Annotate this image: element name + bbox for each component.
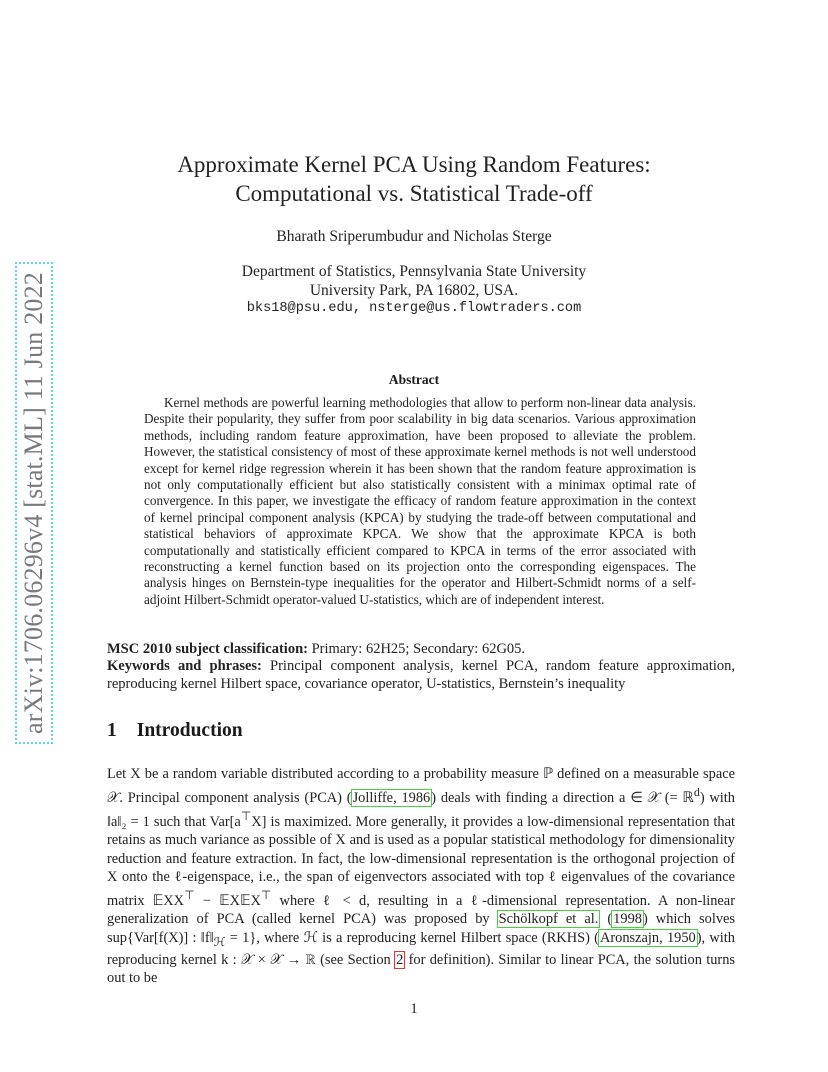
superscript: ⊤ — [240, 809, 252, 824]
superscript: ⊤ — [260, 888, 272, 903]
abstract-body: Kernel methods are powerful learning methodologies that allow to perform non-linear data analysis. Despite their popularity, they suffer from poor scalability in big data scenarios. Various approximation methods, including random feature approximation, have been proposed to alleviate the problem. However, the statistical consistency of most of these approximate kernel methods is not well understood except for kernel ridge regression wherein it has been shown that the random feature approximation is not only computationally efficient but also statistically consistent with a minimax optimal rate of convergence. In this paper, we investigate the efficacy of random feature approximation in the context of kernel principal component analysis (KPCA) by studying the trade-off between computational and statistical behaviors of approximate KPCA. We show that the approximate KPCA is both computationally and statistically efficient compared to KPCA in terms of the error associated with reconstructing a kernel function based on its projection onto the corresponding eigenspaces. The analysis hinges on Bernstein-type inequalities for the operator and Hilbert-Schmidt norms of a self-adjoint Hilbert-Schmidt operator-valued U-statistics, which are of independent interest. — [144, 395, 696, 607]
intro-text: ) deals with finding a direction a ∈ 𝒳 (= ℝ — [431, 790, 694, 807]
paper-title — [0, 150, 828, 208]
superscript: ⊤ — [184, 888, 195, 903]
introduction-paragraph — [107, 765, 735, 988]
title-line-1: Approximate Kernel PCA Using Random Features: — [177, 152, 651, 177]
affiliation-line-2: University Park, PA 16802, USA. — [309, 282, 519, 299]
subscript: ℋ — [213, 934, 226, 949]
intro-text: − 𝔼X𝔼X — [194, 893, 261, 910]
citation-scholkopf-link[interactable]: Schölkopf et al. — [498, 911, 599, 928]
citation-jolliffe-link[interactable]: Jolliffe, 1986 — [352, 790, 431, 807]
intro-text: where ℓ < d, resulting in a ℓ-dimensional representation. A non-linear generalization of PCA (called kernel PCA) was proposed by — [107, 893, 735, 928]
section-title-text: Introduction — [136, 720, 243, 741]
author-list: Bharath Sriperumbudur and Nicholas Sterge — [276, 228, 552, 245]
keywords — [107, 657, 735, 693]
abstract-heading: Abstract — [388, 372, 440, 387]
arxiv-identifier-stamp[interactable] — [14, 258, 54, 748]
arxiv-identifier-text: arXiv:1706.06296v4 [stat.ML] 11 Jun 2022 — [19, 266, 49, 740]
intro-text: ) which solves sup{Var[f(X)] : ‖f‖ — [107, 911, 736, 946]
intro-text: ), with reproducing kernel k : 𝒳 × 𝒳 → ℝ (see Section — [107, 929, 735, 968]
msc-value: Primary: 62H25; Secondary: 62G05. — [311, 641, 526, 657]
intro-text: ( — [599, 911, 613, 928]
title-line-2: Computational vs. Statistical Trade-off — [235, 181, 593, 206]
intro-text: = 1}, where ℋ is a reproducing kernel Hilbert space (RKHS) ( — [225, 929, 599, 946]
citation-scholkopf-year-link[interactable]: 1998 — [613, 911, 642, 928]
affiliation-line-1: Department of Statistics, Pennsylvania State University — [241, 263, 587, 280]
section-number: 1 — [107, 720, 117, 741]
author-emails[interactable]: bks18@psu.edu, nsterge@us.flowtraders.com — [246, 301, 582, 316]
msc-classification — [107, 640, 735, 658]
citation-aronszajn-link[interactable]: Aronszajn, 1950 — [599, 929, 696, 946]
intro-text: for definition). Similar to linear PCA, the solution turns out to be — [107, 951, 736, 987]
keywords-label: Keywords and phrases: — [107, 658, 262, 674]
affiliation — [0, 262, 828, 300]
superscript: d — [693, 785, 700, 800]
msc-label: MSC 2010 subject classification: — [107, 641, 308, 657]
keywords-value: Principal component analysis, kernel PCA, random feature approximation, reproducing kernel Hilbert space, covariance operator, U-statistics, Bernstein’s inequality — [107, 658, 735, 692]
section-heading-introduction — [107, 720, 243, 742]
page-number: 1 — [410, 1001, 418, 1017]
intro-text: Let X be a random variable distributed according to a probability measure ℙ defined on a measurable space 𝒳. Principal component analysis (PCA) ( — [107, 766, 735, 807]
section-reference-link[interactable]: 2 — [396, 951, 404, 968]
intro-text: ) with ‖a‖₂ = 1 such that Var[a — [107, 790, 735, 831]
intro-text: X] is maximized. More generally, it provides a low-dimensional representation that retains as much variance as possible of X and is used as a popular statistical methodology for dimensionality reduction and feature extraction. In fact, the low-dimensional representation is the orthogonal projection of X onto the ℓ-eigenspace, i.e., the span of eigenvectors associated with top ℓ eigenvalues of the covariance matrix 𝔼XX — [107, 814, 736, 910]
